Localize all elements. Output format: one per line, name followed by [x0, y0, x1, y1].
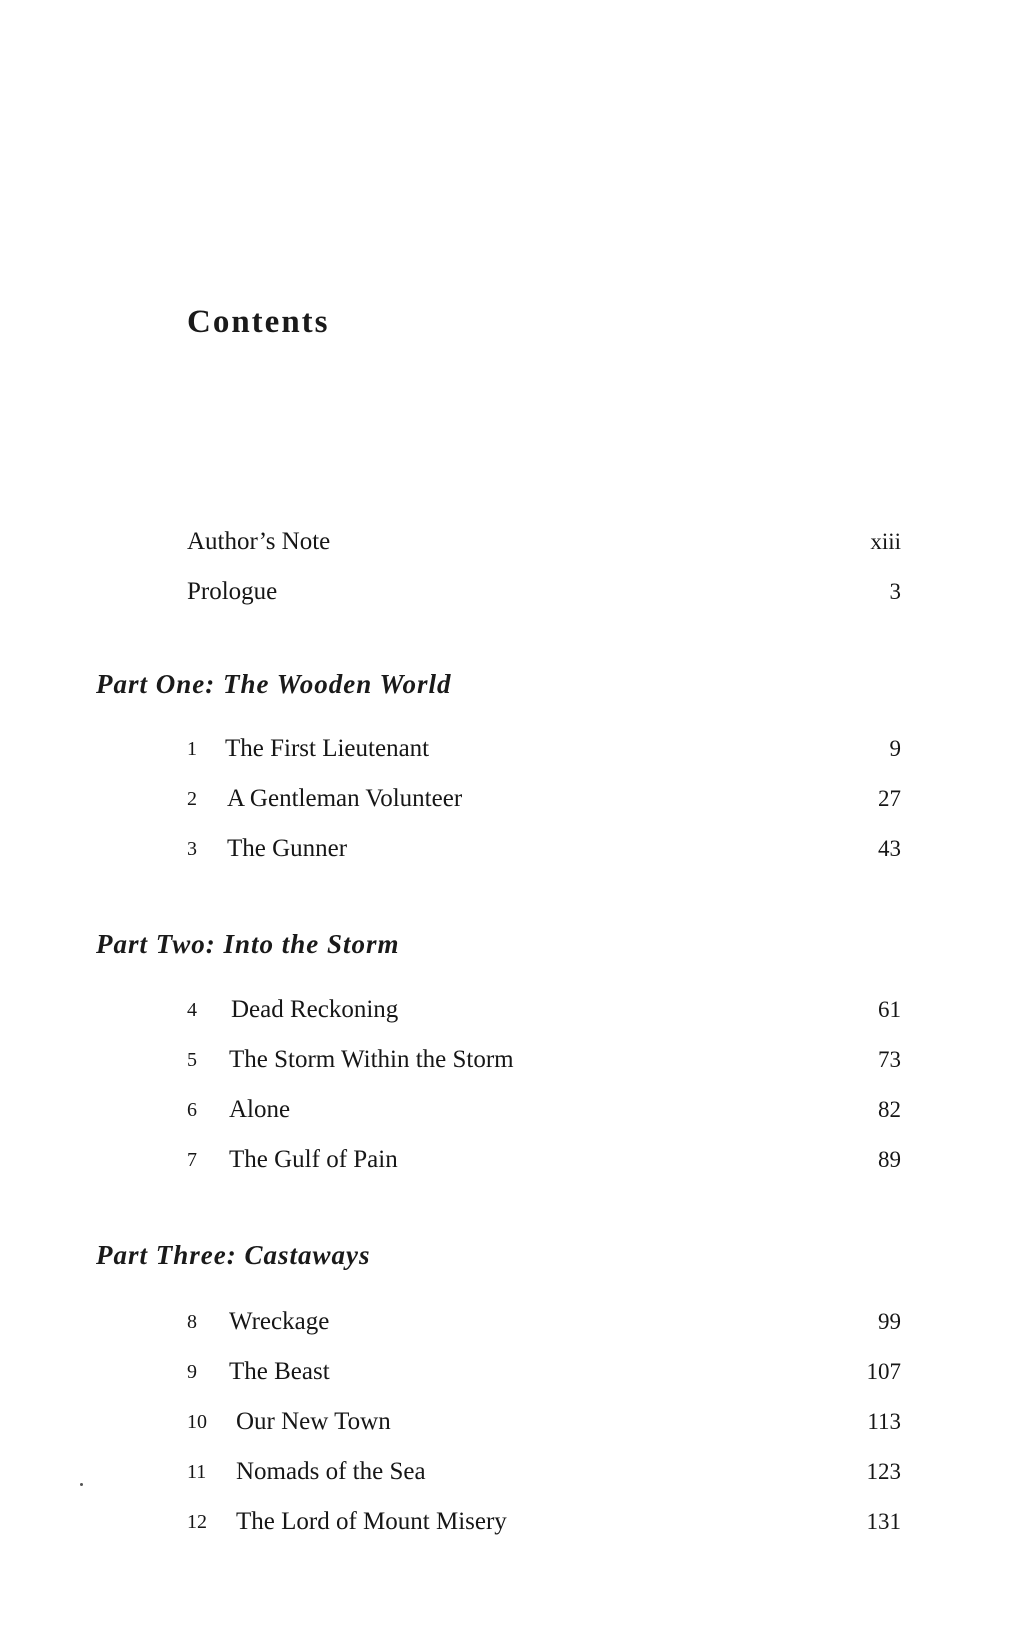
chapter-number: 11 — [187, 1461, 207, 1483]
entry-page-number: 123 — [866, 1459, 901, 1484]
toc-entry-chapter-3[interactable] — [0, 829, 1015, 869]
toc-entry-chapter-2[interactable] — [0, 779, 1015, 819]
chapter-number: 3 — [187, 838, 197, 860]
entry-page-number: 82 — [878, 1097, 901, 1122]
chapter-number: 10 — [187, 1411, 207, 1433]
entry-page-number: 113 — [867, 1409, 901, 1434]
toc-entry-prologue[interactable] — [0, 572, 1015, 612]
toc-entry-chapter-1[interactable] — [0, 729, 1015, 769]
page-title: Contents — [187, 304, 330, 340]
toc-entry-chapter-12[interactable] — [0, 1502, 1015, 1542]
part-heading-one: Part One: The Wooden World — [96, 669, 452, 699]
chapter-number: 9 — [187, 1361, 197, 1383]
entry-page-number: 61 — [878, 997, 901, 1022]
chapter-title: The Gunner — [227, 835, 348, 862]
toc-entry-chapter-9[interactable] — [0, 1352, 1015, 1392]
chapter-title: Dead Reckoning — [231, 996, 399, 1023]
chapter-title: A Gentleman Volunteer — [227, 785, 463, 812]
entry-title: Prologue — [187, 578, 278, 605]
entry-page-number: 27 — [878, 786, 901, 811]
entry-title: Author’s Note — [187, 528, 331, 555]
chapter-title: The First Lieutenant — [225, 735, 430, 762]
chapter-number: 8 — [187, 1311, 197, 1333]
entry-page-number: 131 — [866, 1509, 901, 1534]
part-heading-two: Part Two: Into the Storm — [96, 929, 400, 959]
entry-page-number: 3 — [889, 579, 901, 604]
toc-entry-chapter-5[interactable] — [0, 1040, 1015, 1080]
scan-speck — [80, 1483, 83, 1486]
chapter-title: Wreckage — [229, 1308, 330, 1335]
toc-entry-chapter-4[interactable] — [0, 990, 1015, 1030]
chapter-number: 6 — [187, 1099, 197, 1121]
entry-page-number: 43 — [878, 836, 901, 861]
chapter-title: The Gulf of Pain — [229, 1146, 398, 1173]
toc-entry-chapter-7[interactable] — [0, 1140, 1015, 1180]
toc-entry-chapter-11[interactable] — [0, 1452, 1015, 1492]
chapter-number: 4 — [187, 999, 197, 1021]
chapter-title: Nomads of the Sea — [236, 1458, 426, 1485]
toc-entry-chapter-8[interactable] — [0, 1302, 1015, 1342]
chapter-title: Our New Town — [236, 1408, 391, 1435]
chapter-title: Alone — [229, 1096, 291, 1123]
toc-entry-chapter-10[interactable] — [0, 1402, 1015, 1442]
chapter-number: 7 — [187, 1149, 197, 1171]
chapter-number: 5 — [187, 1049, 197, 1071]
chapter-number: 2 — [187, 788, 197, 810]
entry-page-number: xiii — [870, 529, 901, 554]
entry-page-number: 89 — [878, 1147, 901, 1172]
part-heading-three: Part Three: Castaways — [96, 1240, 371, 1270]
entry-page-number: 73 — [878, 1047, 901, 1072]
chapter-number: 12 — [187, 1511, 207, 1533]
chapter-number: 1 — [187, 738, 197, 760]
entry-page-number: 99 — [878, 1309, 901, 1334]
entry-page-number: 9 — [889, 736, 901, 761]
toc-entry-chapter-6[interactable] — [0, 1090, 1015, 1130]
chapter-title: The Lord of Mount Misery — [236, 1508, 507, 1535]
entry-page-number: 107 — [866, 1359, 901, 1384]
chapter-title: The Storm Within the Storm — [229, 1046, 514, 1073]
chapter-title: The Beast — [229, 1358, 330, 1385]
toc-entry-authors-note[interactable] — [0, 522, 1015, 562]
